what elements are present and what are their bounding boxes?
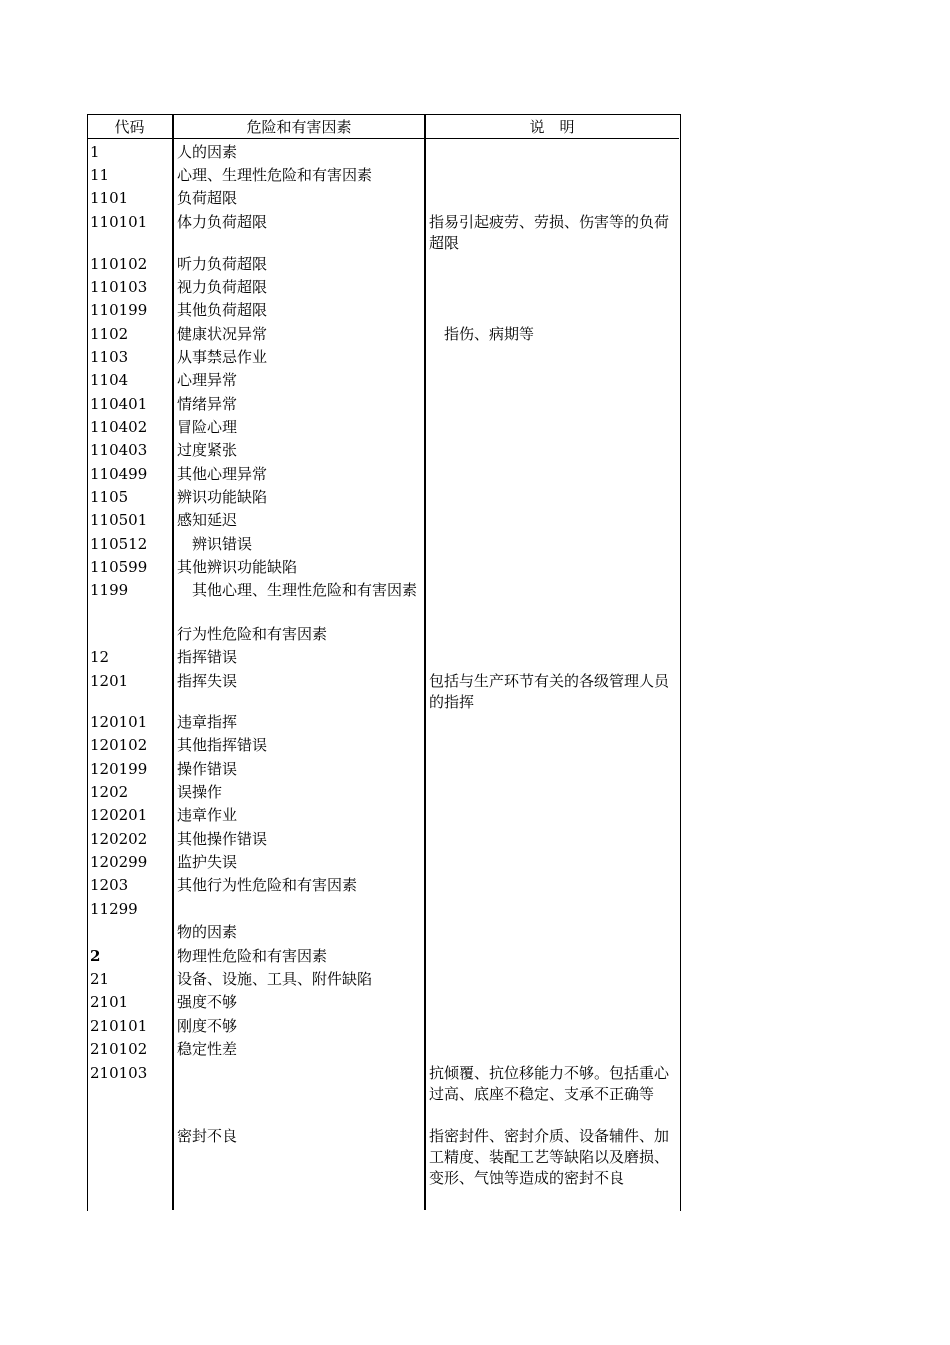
cell-name: 体力负荷超限 — [177, 213, 268, 231]
cell-name: 指挥失误 — [177, 672, 238, 690]
cell-code: 110402 — [90, 418, 148, 436]
cell-note: 指伤、病期等 — [429, 325, 535, 343]
cell-name: 其他心理、生理性危险和有害因素 — [177, 581, 418, 599]
cell-name: 辨识功能缺陷 — [177, 488, 268, 506]
cell-code: 120202 — [90, 830, 148, 848]
cell-name: 冒险心理 — [177, 418, 238, 436]
cell-name: 误操作 — [177, 783, 223, 801]
cell-name: 监护失误 — [177, 853, 238, 871]
cell-name: 健康状况异常 — [177, 325, 268, 343]
cell-code: 1103 — [90, 348, 129, 366]
cell-code: 1101 — [90, 189, 129, 207]
cell-name: 负荷超限 — [177, 189, 238, 207]
cell-name: 稳定性差 — [177, 1040, 238, 1058]
cell-code: 110101 — [90, 213, 148, 231]
cell-name: 操作错误 — [177, 760, 238, 778]
cell-name: 行为性危险和有害因素 — [177, 625, 328, 643]
cell-name: 其他行为性危险和有害因素 — [177, 876, 358, 894]
cell-name: 心理异常 — [177, 371, 238, 389]
cell-name: 心理、生理性危险和有害因素 — [177, 166, 373, 184]
cell-code: 2101 — [90, 993, 129, 1011]
cell-code: 210102 — [90, 1040, 148, 1058]
cell-code: 210103 — [90, 1064, 148, 1082]
cell-name: 感知延迟 — [177, 511, 238, 529]
header-code: 代码 — [114, 118, 145, 136]
cell-code: 110501 — [90, 511, 148, 529]
cell-name: 人的因素 — [177, 143, 238, 161]
cell-name: 其他操作错误 — [177, 830, 268, 848]
cell-name: 违章指挥 — [177, 713, 238, 731]
cell-code: 120299 — [90, 853, 148, 871]
cell-name: 密封不良 — [177, 1127, 238, 1145]
cell-code: 110199 — [90, 301, 148, 319]
cell-code: 11299 — [90, 900, 138, 918]
cell-code: 110499 — [90, 465, 148, 483]
column-divider — [424, 114, 426, 1210]
cell-code: 21 — [90, 970, 110, 988]
cell-code: 110512 — [90, 535, 148, 553]
cell-code: 120201 — [90, 806, 148, 824]
cell-code: 2 — [90, 947, 101, 965]
cell-name: 强度不够 — [177, 993, 238, 1011]
cell-code: 1202 — [90, 783, 129, 801]
cell-code: 110403 — [90, 441, 148, 459]
cell-code: 1 — [90, 143, 100, 161]
cell-code: 1201 — [90, 672, 129, 690]
cell-code: 110401 — [90, 395, 148, 413]
cell-code: 1102 — [90, 325, 129, 343]
cell-note: 指密封件、密封介质、设备辅件、加工精度、装配工艺等缺陷以及磨损、变形、气蚀等造成的密封不良 — [429, 1127, 670, 1187]
column-divider — [172, 114, 174, 1210]
cell-name: 其他心理异常 — [177, 465, 268, 483]
cell-code: 1104 — [90, 371, 129, 389]
cell-code: 1203 — [90, 876, 129, 894]
header-note: 说 明 — [529, 118, 575, 136]
cell-code: 210101 — [90, 1017, 148, 1035]
cell-name: 辨识错误 — [177, 535, 253, 553]
cell-code: 11 — [90, 166, 110, 184]
cell-name: 指挥错误 — [177, 648, 238, 666]
cell-code: 12 — [90, 648, 110, 666]
cell-name: 视力负荷超限 — [177, 278, 268, 296]
cell-name: 其他负荷超限 — [177, 301, 268, 319]
cell-name: 从事禁忌作业 — [177, 348, 268, 366]
cell-name: 物的因素 — [177, 923, 238, 941]
table-header — [87, 114, 679, 139]
cell-name: 物理性危险和有害因素 — [177, 947, 328, 965]
cell-code: 110599 — [90, 558, 148, 576]
cell-code: 120102 — [90, 736, 148, 754]
header-name: 危险和有害因素 — [246, 118, 352, 136]
cell-name: 情绪异常 — [177, 395, 238, 413]
cell-code: 1105 — [90, 488, 129, 506]
cell-note: 抗倾覆、抗位移能力不够。包括重心过高、底座不稳定、支承不正确等 — [429, 1064, 670, 1103]
cell-name: 其他辨识功能缺陷 — [177, 558, 298, 576]
cell-code: 120101 — [90, 713, 148, 731]
cell-code: 110102 — [90, 255, 148, 273]
cell-name: 过度紧张 — [177, 441, 238, 459]
cell-code: 1199 — [90, 581, 129, 599]
cell-name: 违章作业 — [177, 806, 238, 824]
cell-name: 其他指挥错误 — [177, 736, 268, 754]
cell-note: 指易引起疲劳、劳损、伤害等的负荷超限 — [429, 213, 670, 252]
cell-code: 120199 — [90, 760, 148, 778]
cell-name: 刚度不够 — [177, 1017, 238, 1035]
cell-code: 110103 — [90, 278, 148, 296]
cell-name: 听力负荷超限 — [177, 255, 268, 273]
cell-note: 包括与生产环节有关的各级管理人员的指挥 — [429, 672, 670, 711]
cell-name: 设备、设施、工具、附件缺陷 — [177, 970, 373, 988]
